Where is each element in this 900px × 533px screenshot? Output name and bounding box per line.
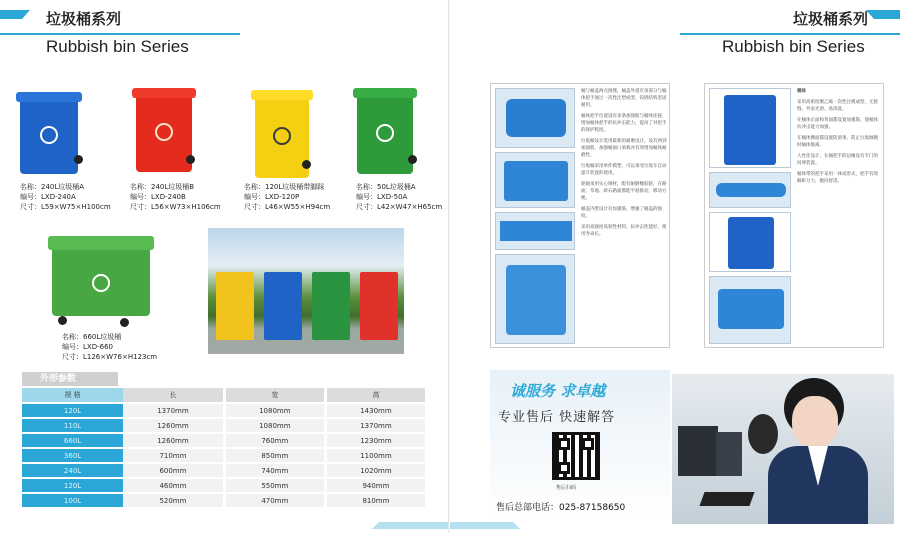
spec-row-label: 360L: [22, 448, 123, 463]
spec-cell: 470mm: [224, 493, 325, 508]
spec-row-label: 120L: [22, 403, 123, 418]
product-image-3: [255, 90, 309, 178]
outdoor-bins-photo: [208, 228, 404, 354]
spec-cell: 810mm: [325, 493, 426, 508]
product-image-2: [136, 88, 192, 172]
right-header-cn: 垃圾桶系列: [793, 10, 869, 28]
bin-yellow: [216, 272, 254, 340]
spec-cell: 740mm: [224, 463, 325, 478]
spec-row: [22, 463, 427, 478]
slogan-2: 专业售后 快速解答: [498, 410, 616, 425]
monitor-2: [716, 432, 742, 476]
product-caption-3: 名称：120L垃圾桶带脚踩 编号：LXD-120P 尺寸：L46×W55×H94cm: [244, 183, 331, 211]
spec-cell: 1020mm: [325, 463, 426, 478]
bottom-view-photo: [495, 254, 575, 344]
right-header-en: Rubbish bin Series: [722, 37, 865, 56]
right-page: [450, 0, 900, 533]
background-agent: [748, 414, 778, 454]
spec-cell: 1370mm: [325, 418, 426, 433]
spec-table: [22, 388, 428, 509]
spec-cell: 520mm: [123, 493, 224, 508]
spec-header-cell: 宽: [224, 388, 325, 403]
spec-cell: 1100mm: [325, 448, 426, 463]
agent-face: [792, 396, 838, 448]
wheel-icon: [408, 155, 417, 164]
spec-cell: 1260mm: [123, 418, 224, 433]
left-header-bar: [0, 33, 240, 35]
footer-accent: [372, 522, 450, 529]
recycle-logo-icon: [40, 126, 58, 144]
spec-cell: 710mm: [123, 448, 224, 463]
spec-row-label: 240L: [22, 463, 123, 478]
product-caption-1: 名称：240L垃圾桶A 编号：LXD-240A 尺寸：L59×W75×H100cm: [20, 183, 111, 211]
recycle-logo-icon: [273, 127, 291, 145]
bin-front-photo: [709, 88, 791, 168]
wheel-icon: [186, 155, 195, 164]
recycle-logo-icon: [92, 274, 110, 292]
bin-blue: [264, 272, 302, 340]
bin-red: [360, 272, 398, 340]
spec-cell: 760mm: [224, 433, 325, 448]
spec-header-row: [22, 388, 427, 403]
spec-cell: 1430mm: [325, 403, 426, 418]
detail-text-2: 桶体 采用高密度聚乙烯一次性注模成型，无接缝、外表光滑、易清洗。 在桶体正面和背面都设置加强筋，使桶体抗冲击能力加强。 在桶体侧面都设置防滑条，防止垃圾倾倒时桶体脱离。 人性化设计，在桶把手的边缘设有专门的回弹装置。 桶体带的把手采用一体成形式，把手有效解析分力，握持舒适。: [797, 89, 878, 184]
product-image-4: [357, 88, 413, 174]
detail-text-1: 桶与桶盖两点接缝，桶盖外延有顶部分与桶体把手通过一次性注塑成型，铰链结构坚固耐用。 桶体把手位置设有多条加强筋与桶体连接，增加桶体把手的抗冲击能力，提高了对把手的保护程度。 垃圾桶设计选用最新的耐磨设计，设有两到加强筋，加强桶面口承载并有效增加桶体耐磨性。 垃圾桶采用单件模塑，可以承受垃圾车自动提升装置的使用。 轮轴采用实心钢材，配有耐磨橡胶轮，在路面、草地、碎石路面都能平稳推动，移动方便。 桶盖内壁设计有加强筋，增强了桶盖的强度。 采用高强度高韧性材料，抗冲击性能好，使用寿命长。: [581, 89, 667, 237]
wheel-icon: [302, 160, 311, 169]
left-header-cn: 垃圾桶系列: [46, 10, 122, 28]
spec-row: [22, 403, 427, 418]
keyboard: [699, 492, 754, 506]
spec-row: [22, 418, 427, 433]
spec-header-cell: 长: [123, 388, 224, 403]
left-header-en: Rubbish bin Series: [46, 37, 189, 56]
bin-side-photo: [709, 212, 791, 272]
spec-row: [22, 493, 427, 508]
detail-block-1: [490, 83, 670, 348]
spec-row-label: 120L: [22, 478, 123, 493]
handle-closeup-photo: [709, 172, 791, 208]
product-caption-5: 名称：660L垃圾桶 编号：LXD-660 尺寸：L126×W76×H123cm: [62, 333, 158, 361]
recycle-logo-icon: [376, 124, 394, 142]
hotline: 售后总部电话：025-87158650: [496, 503, 626, 513]
agent-uniform: [768, 446, 868, 524]
qr-code: [552, 432, 600, 480]
spec-row-label: 100L: [22, 493, 123, 508]
wheel-axle-photo: [709, 276, 791, 344]
spec-cell: 550mm: [224, 478, 325, 493]
spec-cell: 460mm: [123, 478, 224, 493]
wheel-icon: [58, 316, 67, 325]
spec-row: [22, 478, 427, 493]
product-image-1: [20, 92, 78, 174]
spec-row: [22, 433, 427, 448]
footer-accent: [450, 522, 520, 529]
spec-row: [22, 448, 427, 463]
spec-header-cell: 高: [325, 388, 426, 403]
rim-closeup-photo: [495, 212, 575, 250]
top-view-photo: [495, 152, 575, 208]
right-header-bar: [680, 33, 900, 35]
detail-block-2: [704, 83, 884, 348]
service-panel: [490, 370, 670, 520]
spec-cell: 1080mm: [224, 418, 325, 433]
spec-cell: 850mm: [224, 448, 325, 463]
product-caption-4: 名称：50L垃圾桶A 编号：LXD-50A 尺寸：L42×W47×H65cm: [356, 183, 443, 211]
product-image-5: [52, 236, 150, 316]
wheel-icon: [120, 318, 129, 327]
spec-cell: 1230mm: [325, 433, 426, 448]
header-accent-triangle: [0, 10, 30, 19]
spec-row-label: 110L: [22, 418, 123, 433]
recycle-logo-icon: [155, 123, 173, 141]
spec-cell: 940mm: [325, 478, 426, 493]
spec-cell: 1080mm: [224, 403, 325, 418]
monitor-1: [678, 426, 718, 476]
call-center-photo: [672, 374, 894, 524]
spec-header-label: 规 格: [22, 388, 123, 403]
bin-green: [312, 272, 350, 340]
spec-cell: 1260mm: [123, 433, 224, 448]
spec-cell: 1370mm: [123, 403, 224, 418]
product-caption-2: 名称：240L垃圾桶B 编号：LXD-240B 尺寸：L56×W73×H106cm: [130, 183, 221, 211]
slogan-1: 诚服务 求卓越: [510, 382, 606, 400]
lid-closeup-photo: [495, 88, 575, 148]
spec-row-label: 660L: [22, 433, 123, 448]
qr-caption: 售后扫码: [556, 485, 577, 491]
wheel-icon: [74, 155, 83, 164]
spec-cell: 600mm: [123, 463, 224, 478]
header-accent-triangle: [866, 10, 900, 19]
spec-title: 外形参数: [22, 372, 118, 386]
